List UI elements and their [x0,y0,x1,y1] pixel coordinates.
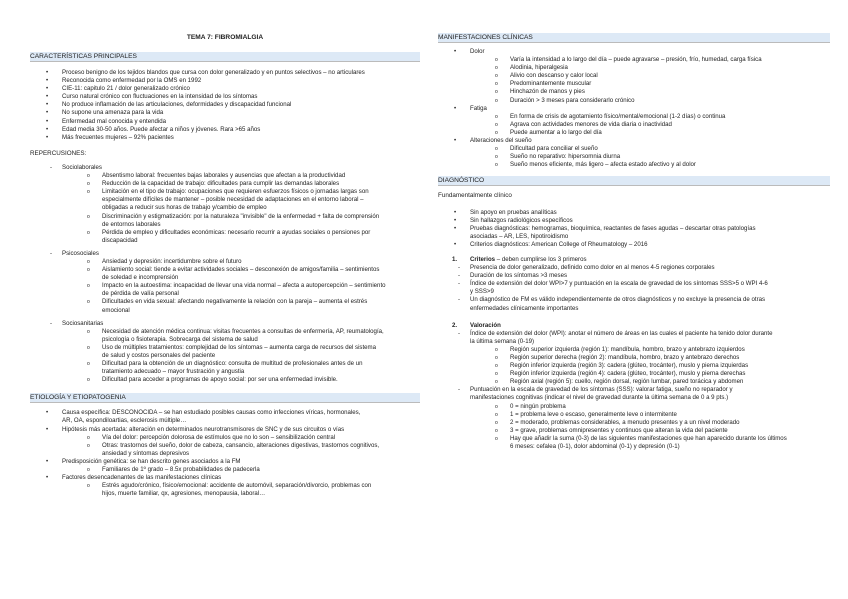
val-item: o 0 = ningún problema [438,403,830,411]
right-column [438,0,830,451]
section-heading-diagnostico: DIAGNÓSTICO [438,176,830,186]
manifestaciones-group [438,105,830,137]
caracteristica-item: • Curso natural crónico con fluctuaciones en la intensidad de los síntomas [30,93,420,101]
manifestaciones-item: o En forma de crisis de agotamiento físico/mental/emocional (1-2 días) o continua [438,113,830,121]
val-item: la última semana (0-19) [470,337,535,345]
val-item: o Región axial (región 5): cuello, región dorsal, región lumbar, pared torácica y abdomen [438,378,830,386]
manifestaciones-item: o Alivio con descanso y calor local [438,72,830,80]
repercusiones-group-label: - Sociolaborales [30,164,420,172]
document-title: TEMA 7: FIBROMIALGIA [186,34,264,41]
crit-item: - Presencia de dolor generalizado, definido como dolor en al menos 4-5 regiones corporales [438,264,830,272]
repercusiones-item: de salud y costos personales del paciente [102,352,216,359]
crit-item: enfermedades clínicamente importantes [470,304,579,312]
repercusiones-item: emocional [102,306,130,314]
criterios-item [438,256,830,264]
eti-item: • Factores desencadenantes de las manifestaciones clínicas [30,474,420,482]
repercusiones-item: obligadas a reducir sus horas de trabajo y/cambio de empleo [102,204,267,212]
val-item: - Índice de extensión del dolor (WPI): anotar el número de áreas en las cuales el paciente ha tenido dolor durante [438,330,830,338]
manifestaciones-group [438,137,830,169]
manifestaciones-item: o Sueño no reparativo: hipersomnia diurna [438,153,830,161]
repercusiones-group [30,320,420,385]
repercusiones-groups [30,164,420,384]
caracteristica-item: • No supone una amenaza para la vida [30,109,420,117]
val-item: o Hay que añadir la suma (0-3) de las siguientes manifestaciones que han aparecido durante los últimos [438,435,830,443]
repercusiones-item: o Reducción de la capacidad de trabajo: dificultades para cumplir las demandas laborales [30,180,420,188]
manifestaciones-group-label: • Fatiga [438,105,830,113]
section-heading-etiologia: ETIOLOGÍA Y ETIOPATOGENIA [30,393,420,403]
repercusiones-item: discapacidad [102,236,138,244]
crit-item: - Índice de extensión del dolor WPI>7 y puntuación en la escala de gravedad de los síntomas SSS>5 o WPI 4-6 [438,280,830,288]
etiologia-list [30,409,420,498]
repercusiones-group [30,250,420,315]
manifestaciones-groups [438,48,830,169]
diag-item: • Criterios diagnósticos: American College of Rheumatology – 2016 [438,241,830,249]
diagnostico-intro: Fundamentalmente clínico [438,192,512,200]
eti-item: ansiedad y síntomas depresivos [102,449,190,457]
repercusiones-group [30,164,420,245]
eti-item: • Hipótesis más acertada: alteración en determinados neurotransmisores de SNC y de sus circuitos o vías [30,426,420,434]
criterios-label-rest: – deben cumplirse los 3 primeros [495,255,587,263]
crit-item: y SSS>9 [470,288,494,296]
repercusiones-item: o Necesidad de atención médica continua: visitas frecuentes a consultas de enfermería, AP, reumatología, [30,328,420,336]
repercusiones-item: o Uso de múltiples tratamientos: complejidad de los síntomas – aumenta carga de recursos del sistema [30,344,420,352]
caracteristica-item: • No produce inflamación de las articulaciones, deformidades y discapacidad funcional [30,101,420,109]
manifestaciones-item: o Agrava con actividades menores de vida diaria o inactividad [438,121,830,129]
manifestaciones-group [438,48,830,105]
eti-item: AR, OA, espondiloartias, esclerosis múltiple… [62,417,187,425]
val-item: o Región inferior izquierda (región 3): cadera (glúteo, trocánter), muslo y pierna izquierdas [438,362,830,370]
repercusiones-item: o Aislamiento social: tiende a evitar actividades sociales – desconexión de amigos/familia – sentimientos [30,266,420,274]
manifestaciones-item: o Sueño menos eficiente, más ligero – afecta estado afectivo y al dolor [438,161,830,169]
crit-item: - Duración de los síntomas >3 meses [438,272,830,280]
manifestaciones-item: o Predominantemente muscular [438,80,830,88]
manifestaciones-item: o Varía la intensidad a lo largo del día – puede agravarse – presión, frío, humedad, carga física [438,56,830,64]
manifestaciones-item: o Alodinia, hiperalgesia [438,64,830,72]
repercusiones-item: psicología o fisioterapia. Sobrecarga del sistema de salud [102,335,258,343]
eti-item: o Estrés agudo/crónico, físico/emocional: accidente de automóvil, separación/divorcio, problemas con [30,482,420,490]
criterios-list [438,264,830,313]
val-item: o Región inferior izquierda (región 4): cadera (glúteo, trocánter), muslo y pierna derechas [438,370,830,378]
manifestaciones-item: o Puede aumentar a lo largo del día [438,129,830,137]
manifestaciones-group-label: • Alteraciones del sueño [438,137,830,145]
caracteristica-item: • Más frecuentes mujeres – 92% pacientes [30,134,420,142]
section-heading-manifestaciones: MANIFESTACIONES CLÍNICAS [438,33,830,43]
repercusiones-item: tratamiento adecuado – mayor frustración y angustia [102,368,245,376]
diag-item: • Sin hallazgos radiológicos específicos [438,217,830,225]
left-column [30,0,420,498]
eti-item: o Otras: trastornos del sueño, dolor de cabeza, cansancio, alteraciones digestivas, trastornos cognitivos, [30,442,420,450]
repercusiones-item: o Dificultades en vida sexual: afectando negativamente la relación con la pareja – aumenta el estrés [30,298,420,306]
val-item: o 2 = moderado, problemas considerables, a menudo presentes y a un nivel moderado [438,419,830,427]
manifestaciones-group-label: • Dolor [438,48,830,56]
repercusiones-item: de pérdida de valía personal [102,290,179,298]
repercusiones-item: o Dificultad para acceder a programas de apoyo social: por ser una enfermedad invisible. [30,376,420,384]
repercusiones-item: o Ansiedad y depresión: incertidumbre sobre el futuro [30,258,420,266]
val-item: o 1 = problema leve o escaso, generalmente leve o intermitente [438,411,830,419]
repercusiones-item: o Impacto en la autoestima: incapacidad de llevar una vida normal – afecta a autopercepción – sentimiento [30,282,420,290]
val-item: o 3 = grave, problemas omnipresentes y continuos que alteran la vida del paciente [438,427,830,435]
eti-item: • Causa específica: DESCONOCIDA – se han estudiado posibles causas como infecciones víricas, hormonales, [30,409,420,417]
manifestaciones-item: o Duración > 3 meses para considerarlo crónico [438,97,830,105]
repercusiones-item: o Discriminación y estigmatización: por la naturaleza "invisible" de la enfermedad + falta de comprensión [30,213,420,221]
criterios-label: Criterios [470,255,496,263]
crit-item: - Un diagnóstico de FM es válido independientemente de otros diagnósticos y no excluye la presencia de otras [438,296,830,304]
eti-item: • Predisposición genética: se han descrito genes asociados a la FM [30,458,420,466]
section-heading-caracteristicas: CARACTERÍSTICAS PRINCIPALES [30,52,420,62]
val-item: o Región superior izquierda (región 1): mandíbula, hombro, brazo y antebrazo izquierdos [438,346,830,354]
repercusiones-item: o Limitación en el tipo de trabajo: ocupaciones que requieren esfuerzos físicos o jornadas largas son [30,188,420,196]
caracteristicas-list [30,69,420,142]
repercusiones-item: de entornos laborales [102,220,161,228]
eti-item: o Familiares de 1º grado – 8.5x probabilidades de padecerla [30,466,420,474]
criterios-number: 1. [452,255,458,263]
val-item: 6 meses: cefalea (0-1), dolor abdominal (0-1) y depresión (0-1) [510,443,680,451]
diag-item: • Pruebas diagnósticas: hemogramas, bioquímica, reactantes de fases agudas – descartar otras patologías [438,225,830,233]
manifestaciones-item: o Dificultad para conciliar el sueño [438,145,830,153]
caracteristica-item: • CIE-11: capitulo 21 / dolor generalizado crónico [30,85,420,93]
repercusiones-item: especialmente difíciles de mantener – posible necesidad de adaptaciones en el entorno laboral – [102,196,364,204]
diag-item: asociadas – AR, LES, hipotiroidismo [470,232,569,240]
caracteristica-item: • Enfermedad mal conocida y entendida [30,118,420,126]
repercusiones-item: o Dificultad para la obtención de un diagnóstico: consulta de multitud de profesionales antes de un [30,360,420,368]
valoracion-label: Valoración [470,321,501,329]
val-item: - Puntuación en la escala de gravedad de los síntomas (SSS): valorar fatiga, sueño no reparador y [438,386,830,394]
eti-item: o Vía del dolor: percepción dolorosa de estímulos que no lo son – sensibilización central [30,434,420,442]
repercusiones-item: de soledad e incomprensión [102,274,179,282]
caracteristica-item: • Edad media 30-50 años. Puede afectar a niños y jóvenes. Rara >65 años [30,126,420,134]
caracteristica-item: • Reconocida como enfermedad por la OMS en 1992 [30,77,420,85]
val-item: o Región superior derecha (región 2): mandíbula, hombro, brazo y antebrazo derechos [438,354,830,362]
eti-item: hijos, muerte familiar, qx, agresiones, menopausia, laboral… [102,490,266,498]
diag-item: • Sin apoyo en pruebas analíticas [438,209,830,217]
repercusiones-group-label: - Sociosanitarias [30,320,420,328]
caracteristica-item: • Proceso benigno de los tejidos blandos que cursa con dolor generalizado y en puntos selectivos – no articulares [30,69,420,77]
repercusiones-group-label: - Psicosociales [30,250,420,258]
valoracion-list [438,330,830,451]
diagnostico-list [438,209,830,249]
val-item: manifestaciones cognitivas (indicar el nivel de gravedad durante la última semana de 0 a 9 pts.) [470,394,729,402]
repercusiones-item: o Absentismo laboral: frecuentes bajas laborales y ausencias que afectan a la productividad [30,172,420,180]
valoracion-number: 2. [452,321,458,329]
repercusiones-heading: REPERCUSIONES: [30,149,87,157]
repercusiones-item: o Pérdida de empleo y dificultades económicas: necesario recurrir a ayudas sociales o pensiones por [30,229,420,237]
manifestaciones-item: o Hinchazón de manos y pies [438,88,830,96]
valoracion-item [438,322,830,330]
